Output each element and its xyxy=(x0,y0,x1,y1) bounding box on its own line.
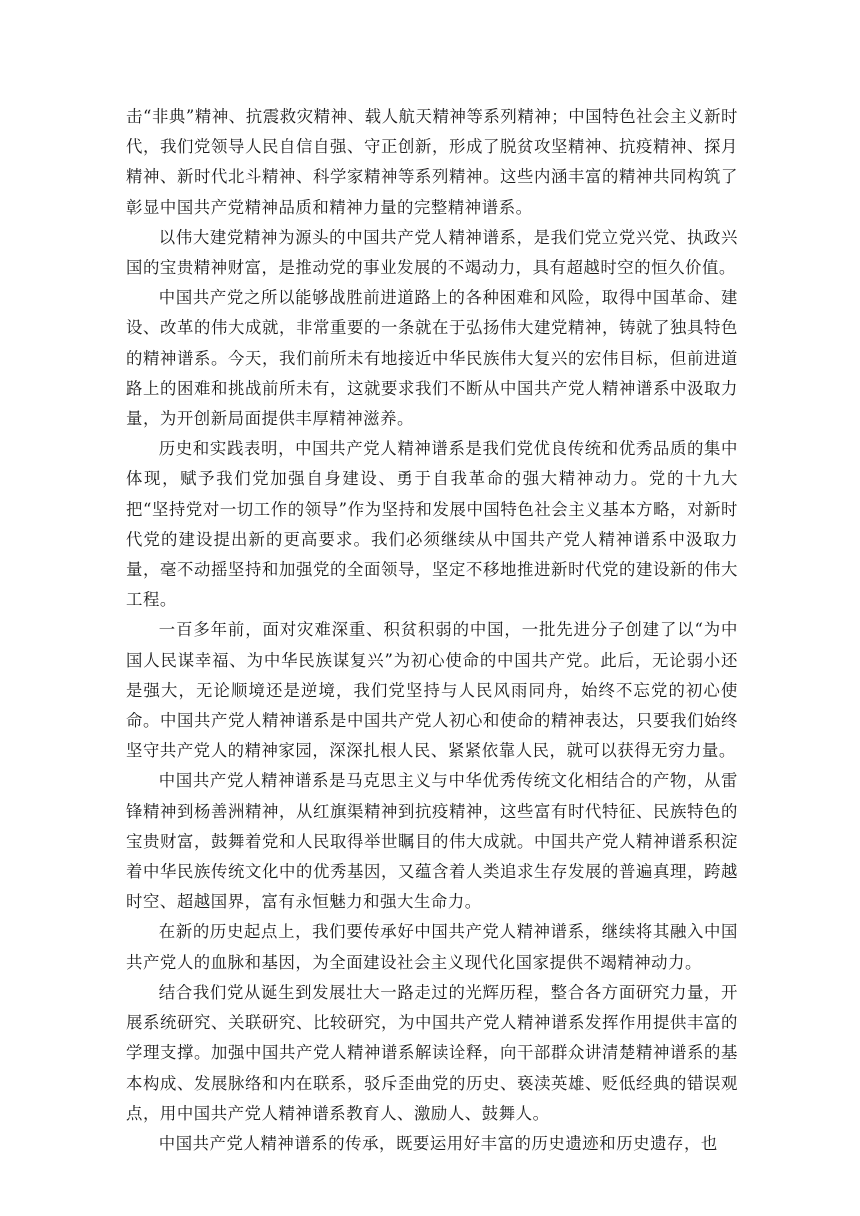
paragraph: 中国共产党之所以能够战胜前进道路上的各种困难和风险，取得中国革命、建设、改革的伟大成就，非常重要的一条就在于弘扬伟大建党精神，铸就了独具特色的精神谱系。今天，我们前所未有地接近中华民族伟大复兴的宏伟目标，但前进道路上的困难和挑战前所未有，这就要求我们不断从中国共产党人精神谱系中汲取力量，为开创新局面提供丰厚精神滋养。 xyxy=(126,288,738,429)
paragraph: 以伟大建党精神为源头的中国共产党人精神谱系，是我们党立党兴党、执政兴国的宝贵精神财富，是推动党的事业发展的不竭动力，具有超越时空的恒久价值。 xyxy=(126,227,738,278)
paragraph: 一百多年前，面对灾难深重、积贫积弱的中国，一批先进分子创建了以“为中国人民谋幸福、为中华民族谋复兴”为初心使命的中国共产党。此后，无论弱小还是强大，无论顺境还是逆境，我们党坚持与人民风雨同舟，始终不忘党的初心使命。中国共产党人精神谱系是中国共产党人初心和使命的精神表达，只要我们始终坚守共产党人的精神家园，深深扎根人民、紧紧依靠人民，就可以获得无穷力量。 xyxy=(126,620,738,761)
paragraph-continued: 击“非典”精神、抗震救灾精神、载人航天精神等系列精神；中国特色社会主义新时代，我们党领导人民自信自强、守正创新，形成了脱贫攻坚精神、抗疫精神、探月精神、新时代北斗精神、科学家精神等系列精神。这些内涵丰富的精神共同构筑了彰显中国共产党精神品质和精神力量的完整精神谱系。 xyxy=(126,107,738,217)
paragraph: 历史和实践表明，中国共产党人精神谱系是我们党优良传统和优秀品质的集中体现，赋予我们党加强自身建设、勇于自我革命的强大精神动力。党的十九大把“坚持党对一切工作的领导”作为坚持和发展中国特色社会主义基本方略，对新时代党的建设提出新的更高要求。我们必须继续从中国共产党人精神谱系中汲取力量，毫不动摇坚持和加强党的全面领导，坚定不移地推进新时代党的建设新的伟大工程。 xyxy=(126,439,738,610)
paragraph: 中国共产党人精神谱系的传承，既要运用好丰富的历史遗迹和历史遗存，也 xyxy=(158,1133,718,1153)
paragraph: 在新的历史起点上，我们要传承好中国共产党人精神谱系，继续将其融入中国共产党人的血脉和基因，为全面建设社会主义现代化国家提供不竭精神动力。 xyxy=(126,922,738,972)
paragraph: 结合我们党从诞生到发展壮大一路走过的光辉历程，整合各方面研究力量，开展系统研究、关联研究、比较研究，为中国共产党人精神谱系发挥作用提供丰富的学理支撑。加强中国共产党人精神谱系解读诠释，向干部群众讲清楚精神谱系的基本构成、发展脉络和内在联系，驳斥歪曲党的历史、亵渎英雄、贬低经典的错误观点，用中国共产党人精神谱系教育人、激励人、鼓舞人。 xyxy=(126,982,738,1123)
paragraph: 中国共产党人精神谱系是马克思主义与中华优秀传统文化相结合的产物，从雷锋精神到杨善洲精神，从红旗渠精神到抗疫精神，这些富有时代特征、民族特色的宝贵财富，鼓舞着党和人民取得举世瞩目的伟大成就。中国共产党人精神谱系积淀着中华民族传统文化中的优秀基因，又蕴含着人类追求生存发展的普遍真理，跨越时空、超越国界，富有永恒魅力和强大生命力。 xyxy=(126,771,738,912)
article-body xyxy=(126,102,738,1159)
